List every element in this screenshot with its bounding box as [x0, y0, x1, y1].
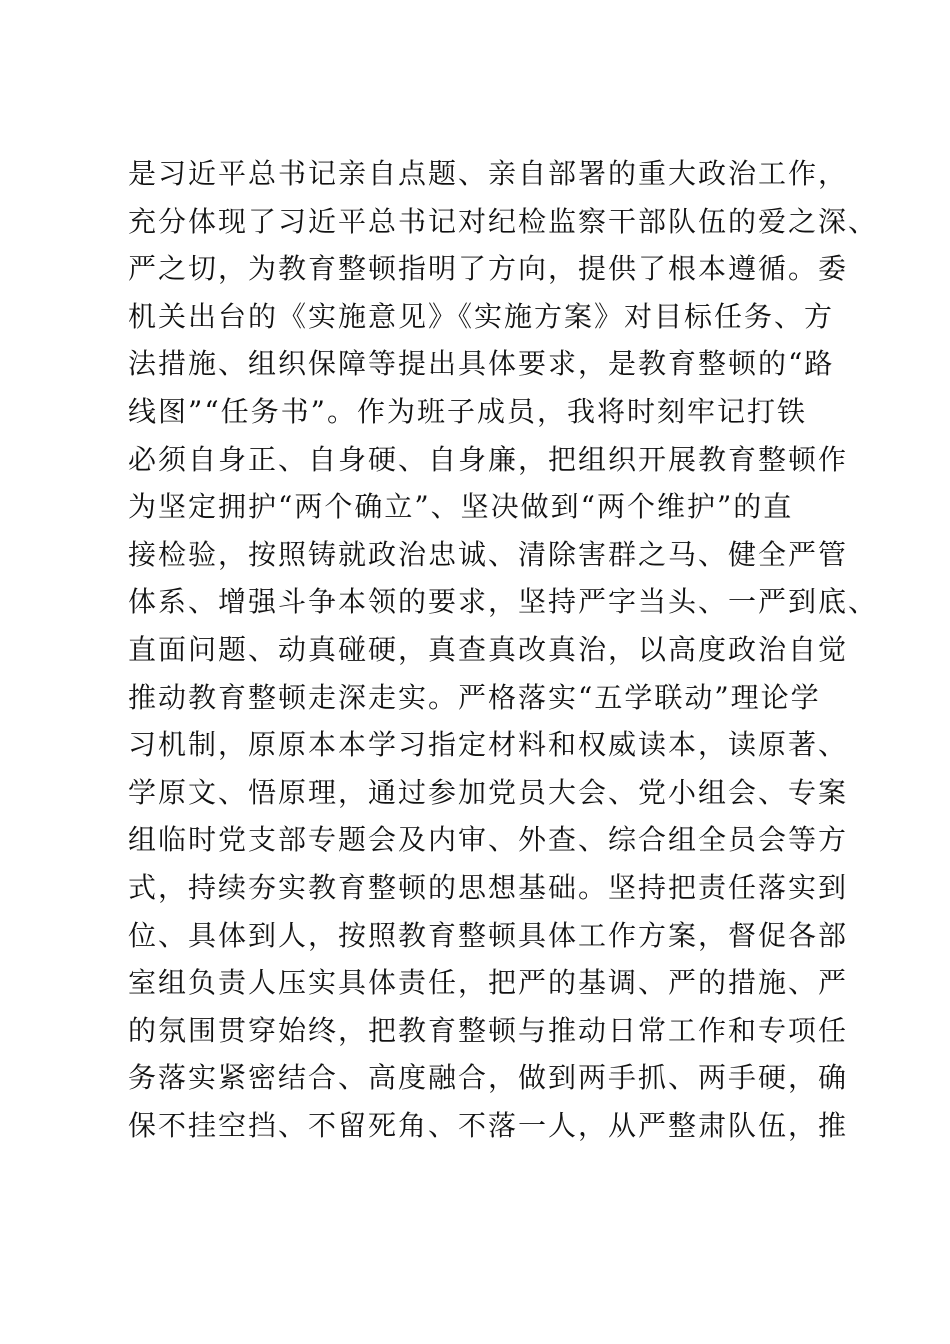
text-line-7: 必须自身正、自身硬、自身廉，把组织开展教育整顿作 — [128, 442, 849, 476]
text-line-12: 推动教育整顿走深走实。严格落实“五学联动”理论学 — [128, 680, 821, 714]
text-line-6: 线图”“任务书”。作为班子成员，我将时刻牢记打铁 — [128, 394, 807, 428]
text-line-16: 式，持续夯实教育整顿的思想基础。坚持把责任落实到 — [128, 870, 849, 904]
text-line-15: 组临时党支部专题会及内审、外查、综合组全员会等方 — [128, 823, 849, 857]
text-line-1: 是习近平总书记亲自点题、亲自部署的重大政治工作， — [128, 157, 849, 190]
text-line-21: 保不挂空挡、不留死角、不落一人，从严整肃队伍，推 — [128, 1108, 849, 1142]
text-line-5: 法措施、组织保障等提出具体要求，是教育整顿的“路 — [128, 347, 835, 381]
text-line-10: 体系、增强斗争本领的要求，坚持严字当头、一严到底、 — [128, 585, 879, 619]
text-line-2: 充分体现了习近平总书记对纪检监察干部队伍的爱之深、 — [128, 204, 879, 238]
text-line-8: 为坚定拥护“两个确立”、坚决做到“两个维护”的直 — [128, 490, 794, 524]
text-line-13: 习机制，原原本本学习指定材料和权威读本，读原著、 — [128, 728, 849, 762]
body-text — [128, 150, 879, 1149]
text-line-4: 机关出台的《实施意见》《实施方案》对目标任务、方 — [128, 299, 835, 333]
text-line-19: 的氛围贯穿始终，把教育整顿与推动日常工作和专项任 — [128, 1013, 849, 1047]
text-line-9: 接检验，按照铸就政治忠诚、清除害群之马、健全严管 — [128, 537, 849, 571]
text-line-14: 学原文、悟原理，通过参加党员大会、党小组会、专案 — [128, 775, 849, 809]
text-line-11: 直面问题、动真碰硬，真查真改真治，以高度政治自觉 — [128, 632, 849, 666]
text-line-18: 室组负责人压实具体责任，把严的基调、严的措施、严 — [128, 966, 849, 1000]
text-line-20: 务落实紧密结合、高度融合，做到两手抓、两手硬，确 — [128, 1061, 849, 1095]
text-line-3: 严之切，为教育整顿指明了方向，提供了根本遵循。委 — [128, 252, 849, 286]
text-line-17: 位、具体到人，按照教育整顿具体工作方案，督促各部 — [128, 918, 849, 952]
